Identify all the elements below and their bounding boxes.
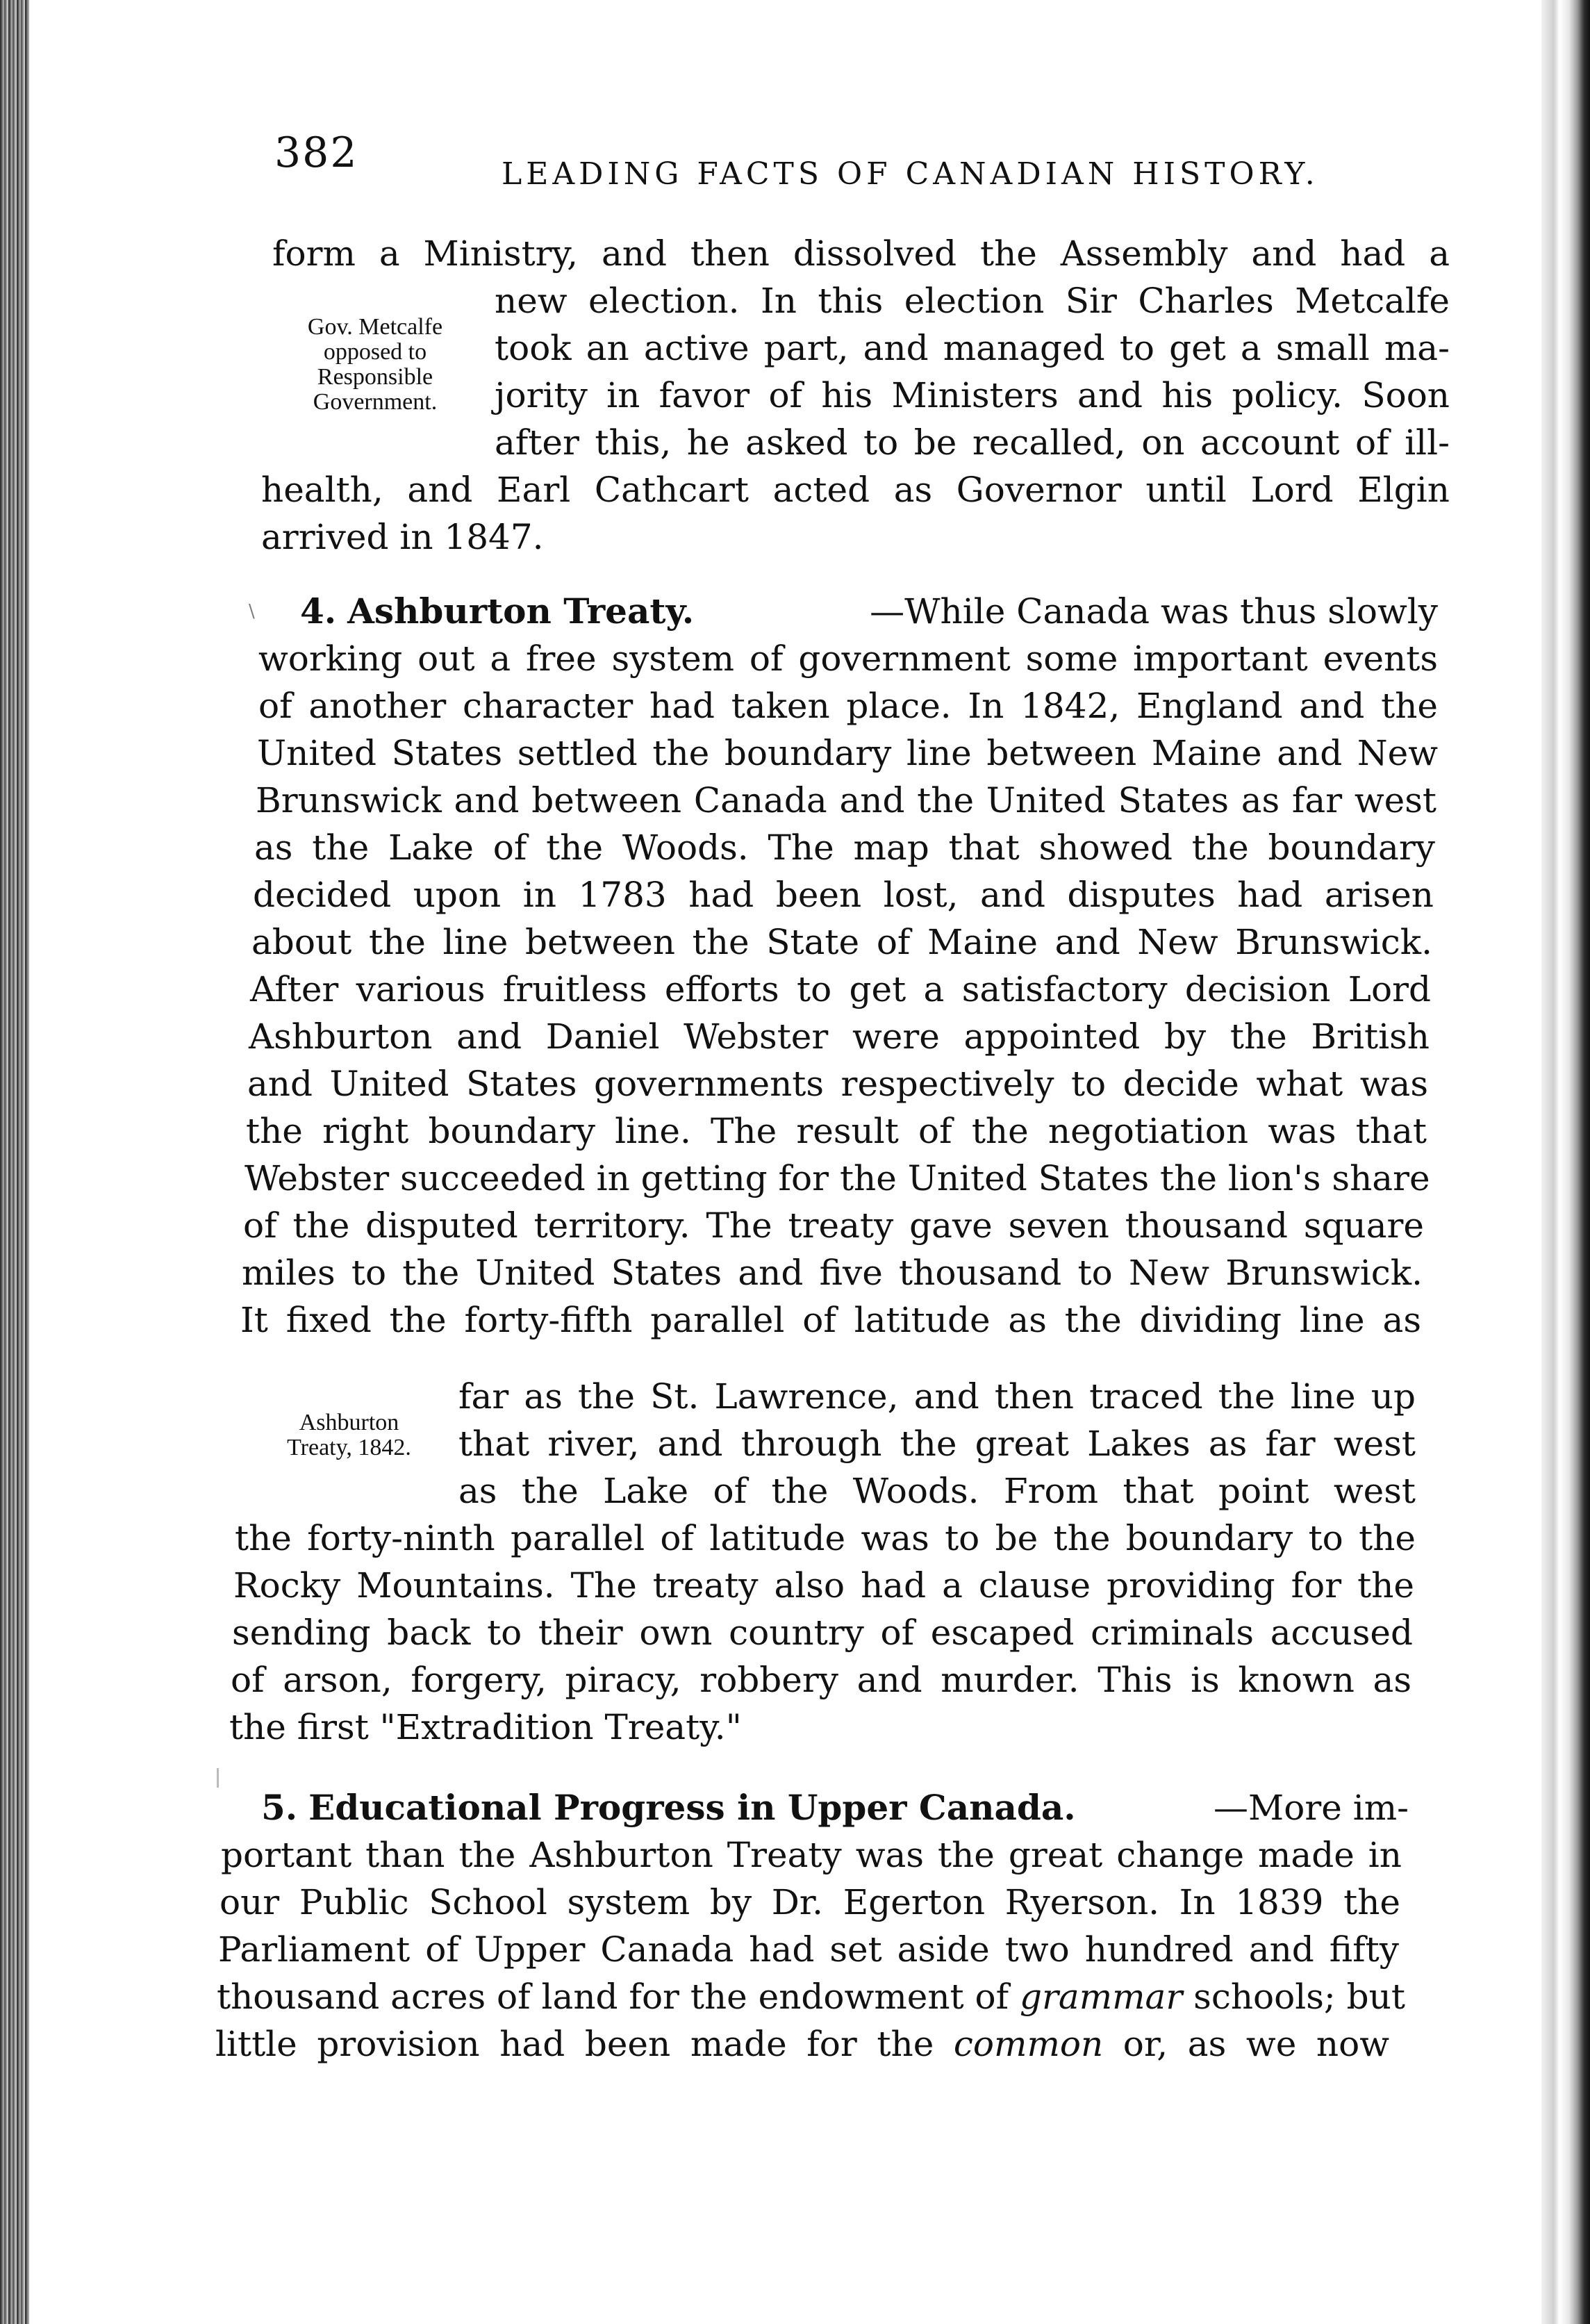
text-line: that river, and through the great Lakes as far west (458, 1424, 1416, 1464)
text-line: Ashburton and Daniel Webster were appointed by the British (249, 1016, 1430, 1057)
margin-note-ashburton (257, 1410, 441, 1460)
text-line: our Public School system by Dr. Egerton Ryerson. In 1839 the (220, 1882, 1400, 1922)
text-line: after this, he asked to be recalled, on account of ill- (495, 422, 1450, 463)
text-line: of arson, forgery, piracy, robbery and murder. This is known as (231, 1660, 1411, 1700)
text-line: Rocky Mountains. The treaty also had a clause providing for the (233, 1565, 1414, 1606)
text-line: After various fruitless efforts to get a satisfactory decision Lord (250, 969, 1431, 1009)
text-line: jority in favor of his Ministers and his policy. Soon (495, 375, 1450, 415)
margin-note-line: Government. (313, 389, 438, 415)
text-line: decided upon in 1783 had been lost, and disputes had arisen (253, 875, 1434, 915)
text-line: sending back to their own country of escaped criminals accused (232, 1613, 1413, 1653)
margin-note-line: Responsible (317, 364, 433, 390)
section-4-heading-line (300, 591, 1438, 632)
page-number: 382 (274, 129, 358, 177)
margin-note-line: Gov. Metcalfe (307, 314, 443, 340)
text-line: took an active part, and managed to get a small ma- (495, 328, 1450, 368)
margin-note-line: opposed to (323, 339, 427, 365)
text-line: of another character had taken place. In 1842, England and the (258, 686, 1438, 726)
text-line: It fixed the forty-fifth parallel of latitude as the dividing line as (240, 1300, 1421, 1340)
text-line: Brunswick and between Canada and the United States as far west (256, 780, 1436, 821)
scan-mark: \ (249, 601, 255, 622)
text-line: health, and Earl Cathcart acted as Governor until Lord Elgin (261, 470, 1450, 510)
text-line: arrived in 1847. (261, 517, 544, 557)
text-line: about the line between the State of Maine and New Brunswick. (251, 922, 1432, 962)
text-line: as the Lake of the Woods. From that point west (458, 1471, 1416, 1511)
section-5-heading-line (261, 1787, 1409, 1829)
text-line: United States settled the boundary line between Maine and New (257, 733, 1438, 773)
text-line: miles to the United States and five thousand to New Brunswick. (242, 1253, 1423, 1293)
margin-note-metcalfe (281, 315, 469, 415)
text-line: far as the St. Lawrence, and then traced the line up (458, 1376, 1416, 1417)
running-title: LEADING FACTS OF CANADIAN HISTORY. (502, 156, 1319, 192)
section-4-heading: 4. Ashburton Treaty. (300, 591, 695, 632)
margin-note-line: Treaty, 1842. (287, 1435, 411, 1460)
text-line: Webster succeeded in getting for the United States the lion's share (245, 1158, 1430, 1198)
text-line: Parliament of Upper Canada had set aside two hundred and fifty (218, 1929, 1399, 1970)
text-line: form a Ministry, and then dissolved the Assembly and had a (272, 233, 1450, 274)
text-line: the right boundary line. The result of the negotiation was that (246, 1111, 1427, 1151)
text-line: and United States governments respectively to decide what was (247, 1064, 1428, 1104)
section-5-heading: 5. Educational Progress in Upper Canada. (261, 1787, 1076, 1828)
text-line: working out a free system of government some important events (258, 638, 1438, 679)
section-5-first-line: —More im- (1214, 1788, 1409, 1828)
margin-note-line: Ashburton (299, 1410, 399, 1435)
text-line: portant than the Ashburton Treaty was the great change made in (221, 1835, 1402, 1875)
text-line-grammar: thousand acres of land for the endowment of grammar schools; but (217, 1977, 1405, 2017)
text-line: the forty-ninth parallel of latitude was to be the boundary to the (235, 1518, 1416, 1558)
scan-mark (217, 1768, 219, 1788)
text-line: new election. In this election Sir Charles Metcalfe (495, 281, 1450, 321)
text-line-common: little provision had been made for the common or, as we now (215, 2024, 1390, 2064)
right-binding-edge (1541, 0, 1590, 2324)
text-line: the first "Extradition Treaty." (229, 1707, 742, 1747)
section-4-first-line: —While Canada was thus slowly (870, 591, 1438, 632)
text-line: of the disputed territory. The treaty gave seven thousand square (243, 1205, 1424, 1246)
left-binding-edge (0, 0, 29, 2324)
text-line: as the Lake of the Woods. The map that showed the boundary (254, 827, 1435, 868)
